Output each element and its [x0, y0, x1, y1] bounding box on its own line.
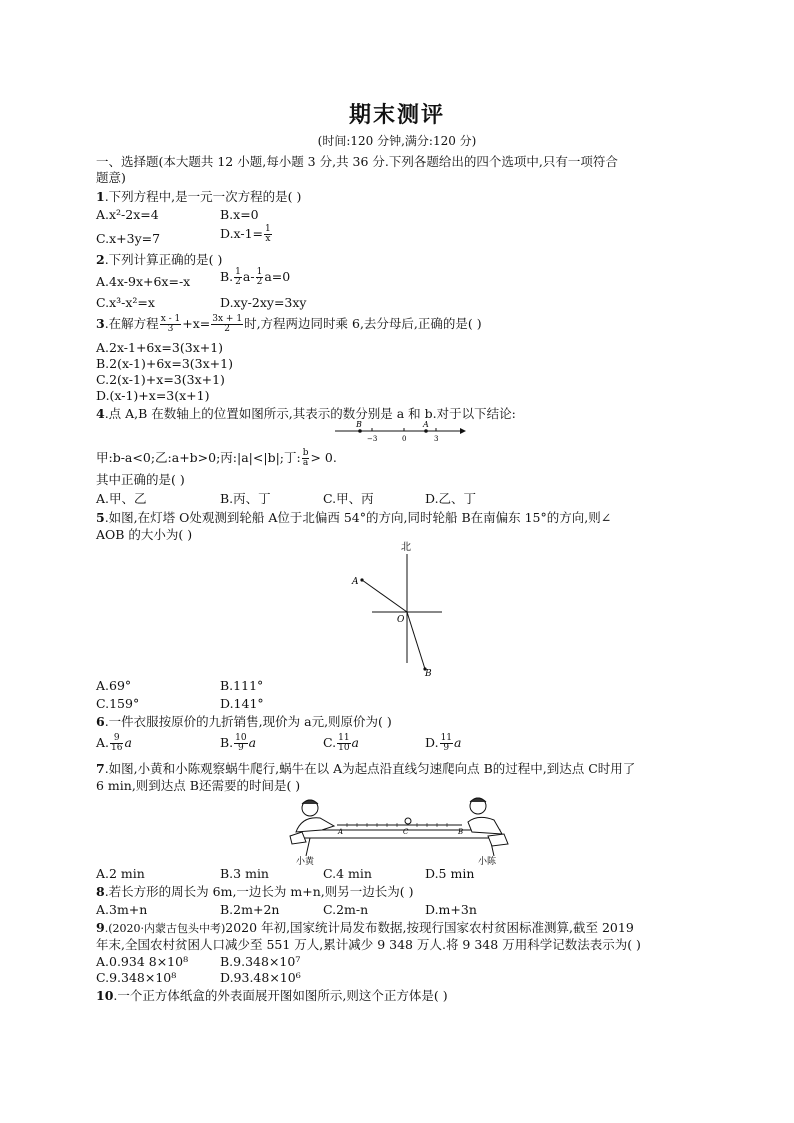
label-a: A [423, 420, 429, 429]
point-b [358, 429, 362, 433]
q9-option-c[interactable]: C.9.348×10⁸ [96, 970, 177, 985]
question-number: 10 [96, 988, 114, 1003]
table-leg [306, 838, 310, 856]
fraction [302, 449, 310, 468]
q9-option-d[interactable]: D.93.48×10⁶ [220, 970, 301, 985]
q5-option-b[interactable]: B.111° [220, 678, 264, 693]
question-number: 4 [96, 406, 105, 421]
q8-option-c[interactable]: C.2m-n [323, 902, 369, 917]
question-number: 6 [96, 714, 105, 729]
q2-option-a[interactable]: A.4x-9x+6x=-x [96, 274, 191, 289]
label-minus3: −3 [367, 435, 378, 443]
section-heading-line1: 一、选择题(本大题共 12 小题,每小题 3 分,共 36 分.下列各题给出的四个选项中,只有一项符合 [96, 154, 618, 169]
q5-option-d[interactable]: D.141° [220, 696, 264, 711]
page-title: 期末测评 [348, 103, 445, 128]
name-right: 小陈 [478, 857, 497, 867]
question-number: 1 [96, 189, 105, 204]
q5-option-a[interactable]: A.69° [96, 678, 132, 693]
fraction [110, 734, 123, 753]
q1-option-a[interactable]: A.x²-2x=4 [96, 207, 159, 222]
label-b: B [356, 420, 362, 429]
snail-figure [282, 792, 514, 868]
option-text: D. [425, 735, 439, 750]
q8-option-b[interactable]: B.2m+2n [220, 902, 280, 917]
fraction [256, 268, 264, 287]
question-4-conditions [96, 449, 337, 468]
question-5-stem2: AOB 的大小为( ) [96, 527, 193, 542]
question-text: +x= [182, 316, 211, 331]
denominator: a [302, 458, 309, 468]
fraction [234, 268, 242, 287]
question-source: .(2020·内蒙古包头中考) [104, 922, 226, 935]
table-top [300, 830, 500, 838]
fraction [211, 315, 243, 334]
q9-option-a[interactable]: A.0.934 8×10⁸ [96, 954, 189, 969]
question-9-stem1 [96, 920, 634, 937]
fraction [440, 734, 453, 753]
question-text: 甲:b-a<0;乙:a+b>0;丙:|a|<|b|;丁: [96, 450, 301, 465]
denominator: 16 [111, 743, 123, 753]
child-right-icon [468, 798, 508, 846]
question-text: 2020 年初,国家统计局发布数据,按现行国家农村贫困标准测算,截至 2019 [225, 920, 634, 935]
number-line-figure [330, 419, 470, 445]
label-zero: 0 [402, 435, 407, 443]
q8-option-a[interactable]: A.3m+n [96, 902, 148, 917]
q9-option-b[interactable]: B.9.348×10⁷ [220, 954, 301, 969]
q3-option-a[interactable]: A.2x-1+6x=3(3x+1) [96, 340, 224, 355]
label-a: A [352, 577, 359, 587]
variable: a [351, 735, 359, 750]
q4-option-a[interactable]: A.甲、乙 [96, 491, 147, 506]
section-heading-line2: 题意) [96, 170, 126, 185]
q4-option-b[interactable]: B.丙、丁 [220, 491, 271, 506]
q6-option-a[interactable] [96, 734, 132, 753]
question-text: 时,方程两边同时乘 6,去分母后,正确的是( ) [244, 316, 482, 331]
question-1-stem [96, 189, 301, 205]
numerator: 10 [235, 733, 247, 743]
name-left: 小黄 [296, 857, 315, 867]
question-number: 5 [96, 510, 105, 525]
q7-option-b[interactable]: B.3 min [220, 866, 269, 881]
q6-option-c[interactable] [323, 734, 359, 753]
question-number: 8 [96, 884, 105, 899]
numerator: x - 1 [160, 314, 181, 324]
q3-option-d[interactable]: D.(x-1)+x=3(x+1) [96, 388, 210, 403]
question-2-stem [96, 252, 222, 268]
q1-option-d[interactable] [220, 225, 273, 244]
question-text: .一个正方体纸盒的外表面展开图如图所示,则这个正方体是( ) [113, 988, 448, 1003]
question-text: .一件衣服按原价的九折销售,现价为 a元,则原价为( ) [104, 714, 392, 729]
denominator: 2 [256, 277, 263, 287]
q7-option-c[interactable]: C.4 min [323, 866, 372, 881]
fraction [160, 315, 182, 334]
fraction [264, 225, 272, 244]
q4-option-d[interactable]: D.乙、丁 [425, 491, 477, 506]
q4-option-c[interactable]: C.甲、丙 [323, 491, 374, 506]
variable: a [248, 735, 257, 750]
question-text: .下列计算正确的是( ) [104, 252, 223, 267]
numerator: 1 [235, 267, 241, 277]
option-text: a=0 [264, 269, 291, 284]
variable: a [124, 735, 132, 750]
option-text: a- [242, 269, 255, 284]
option-text: C. [323, 735, 337, 750]
variable: a [454, 735, 462, 750]
label-b: B [458, 828, 464, 836]
option-text: A. [96, 735, 110, 750]
question-number: 7 [96, 761, 105, 776]
q7-option-d[interactable]: D.5 min [425, 866, 475, 881]
question-3-stem [96, 315, 482, 334]
question-text: .下列方程中,是一元一次方程的是( ) [104, 189, 302, 204]
q6-option-d[interactable] [425, 734, 461, 753]
question-text: .如图,小黄和小陈观察蜗牛爬行,蜗牛在以 A为起点沿直线匀速爬向点 B的过程中,到达点 C时用了 [104, 761, 636, 776]
numerator: 11 [440, 733, 453, 743]
question-number: 2 [96, 252, 105, 267]
snail-icon [405, 818, 411, 824]
denominator: 10 [338, 743, 350, 753]
ray-oa [362, 580, 407, 612]
label-three: 3 [434, 435, 439, 443]
question-7-stem2: 6 min,则到达点 B还需要的时间是( ) [96, 778, 301, 793]
arrow-head-icon [460, 428, 466, 434]
question-text: .如图,在灯塔 O处观测到轮船 A位于北偏西 54°的方向,同时轮船 B在南偏东 15°的方向,则∠ [104, 510, 612, 525]
q3-option-c[interactable]: C.2(x-1)+x=3(3x+1) [96, 372, 225, 387]
option-text: B. [220, 269, 234, 284]
fraction [337, 734, 350, 753]
question-10-stem [96, 988, 448, 1004]
question-4-stem2: 其中正确的是( ) [96, 472, 185, 487]
ray-ob [407, 612, 425, 669]
question-9-stem2: 年末,全国农村贫困人口减少至 551 万人,累计减少 9 348 万人.将 9 348 万用科学记数法表示为( ) [96, 937, 641, 952]
q2-option-b[interactable] [220, 268, 290, 287]
bearing-figure [340, 538, 460, 680]
denominator: 2 [224, 324, 231, 334]
fraction [234, 734, 247, 753]
question-text: .点 A,B 在数轴上的位置如图所示,其表示的数分别是 a 和 b.对于以下结论: [104, 406, 516, 421]
denominator: 3 [167, 324, 174, 334]
q7-option-a[interactable]: A.2 min [96, 866, 145, 881]
option-text: D.x-1= [220, 226, 264, 241]
label-c: C [403, 828, 409, 836]
question-8-stem [96, 884, 413, 900]
q2-option-d[interactable]: D.xy-2xy=3xy [220, 295, 307, 310]
denominator: 9 [443, 743, 450, 753]
question-7-stem1 [96, 761, 635, 777]
point-a [424, 429, 428, 433]
q1-option-b[interactable]: B.x=0 [220, 207, 259, 222]
numerator: 1 [256, 267, 263, 277]
exam-info: (时间:120 分钟,满分:120 分) [317, 134, 477, 148]
q3-option-b[interactable]: B.2(x-1)+6x=3(3x+1) [96, 356, 233, 371]
point-a [360, 578, 363, 581]
question-text: .在解方程 [104, 316, 159, 331]
q5-option-c[interactable]: C.159° [96, 696, 140, 711]
denominator: 2 [235, 277, 241, 287]
numerator: b [302, 448, 309, 458]
numerator: 11 [338, 733, 350, 743]
label-o: O [397, 615, 405, 625]
label-b: B [425, 669, 432, 679]
question-6-stem [96, 714, 392, 730]
q6-option-b[interactable] [220, 734, 256, 753]
numerator: 3x + 1 [212, 314, 243, 324]
q1-option-c[interactable]: C.x+3y=7 [96, 231, 161, 246]
question-text: .若长方形的周长为 6m,一边长为 m+n,则另一边长为( ) [104, 884, 414, 899]
question-text: > 0. [310, 450, 337, 465]
label-a: A [338, 828, 344, 836]
question-number: 3 [96, 316, 105, 331]
denominator: 9 [238, 743, 244, 753]
q2-option-c[interactable]: C.x³-x²=x [96, 295, 155, 310]
numerator: 9 [110, 734, 123, 744]
north-label: 北 [401, 542, 411, 553]
numerator: 1 [265, 224, 271, 234]
denominator: x [265, 234, 271, 244]
question-5-stem1 [96, 510, 611, 526]
question-number: 9 [96, 920, 105, 935]
option-text: B. [220, 735, 234, 750]
q8-option-d[interactable]: D.m+3n [425, 902, 477, 917]
